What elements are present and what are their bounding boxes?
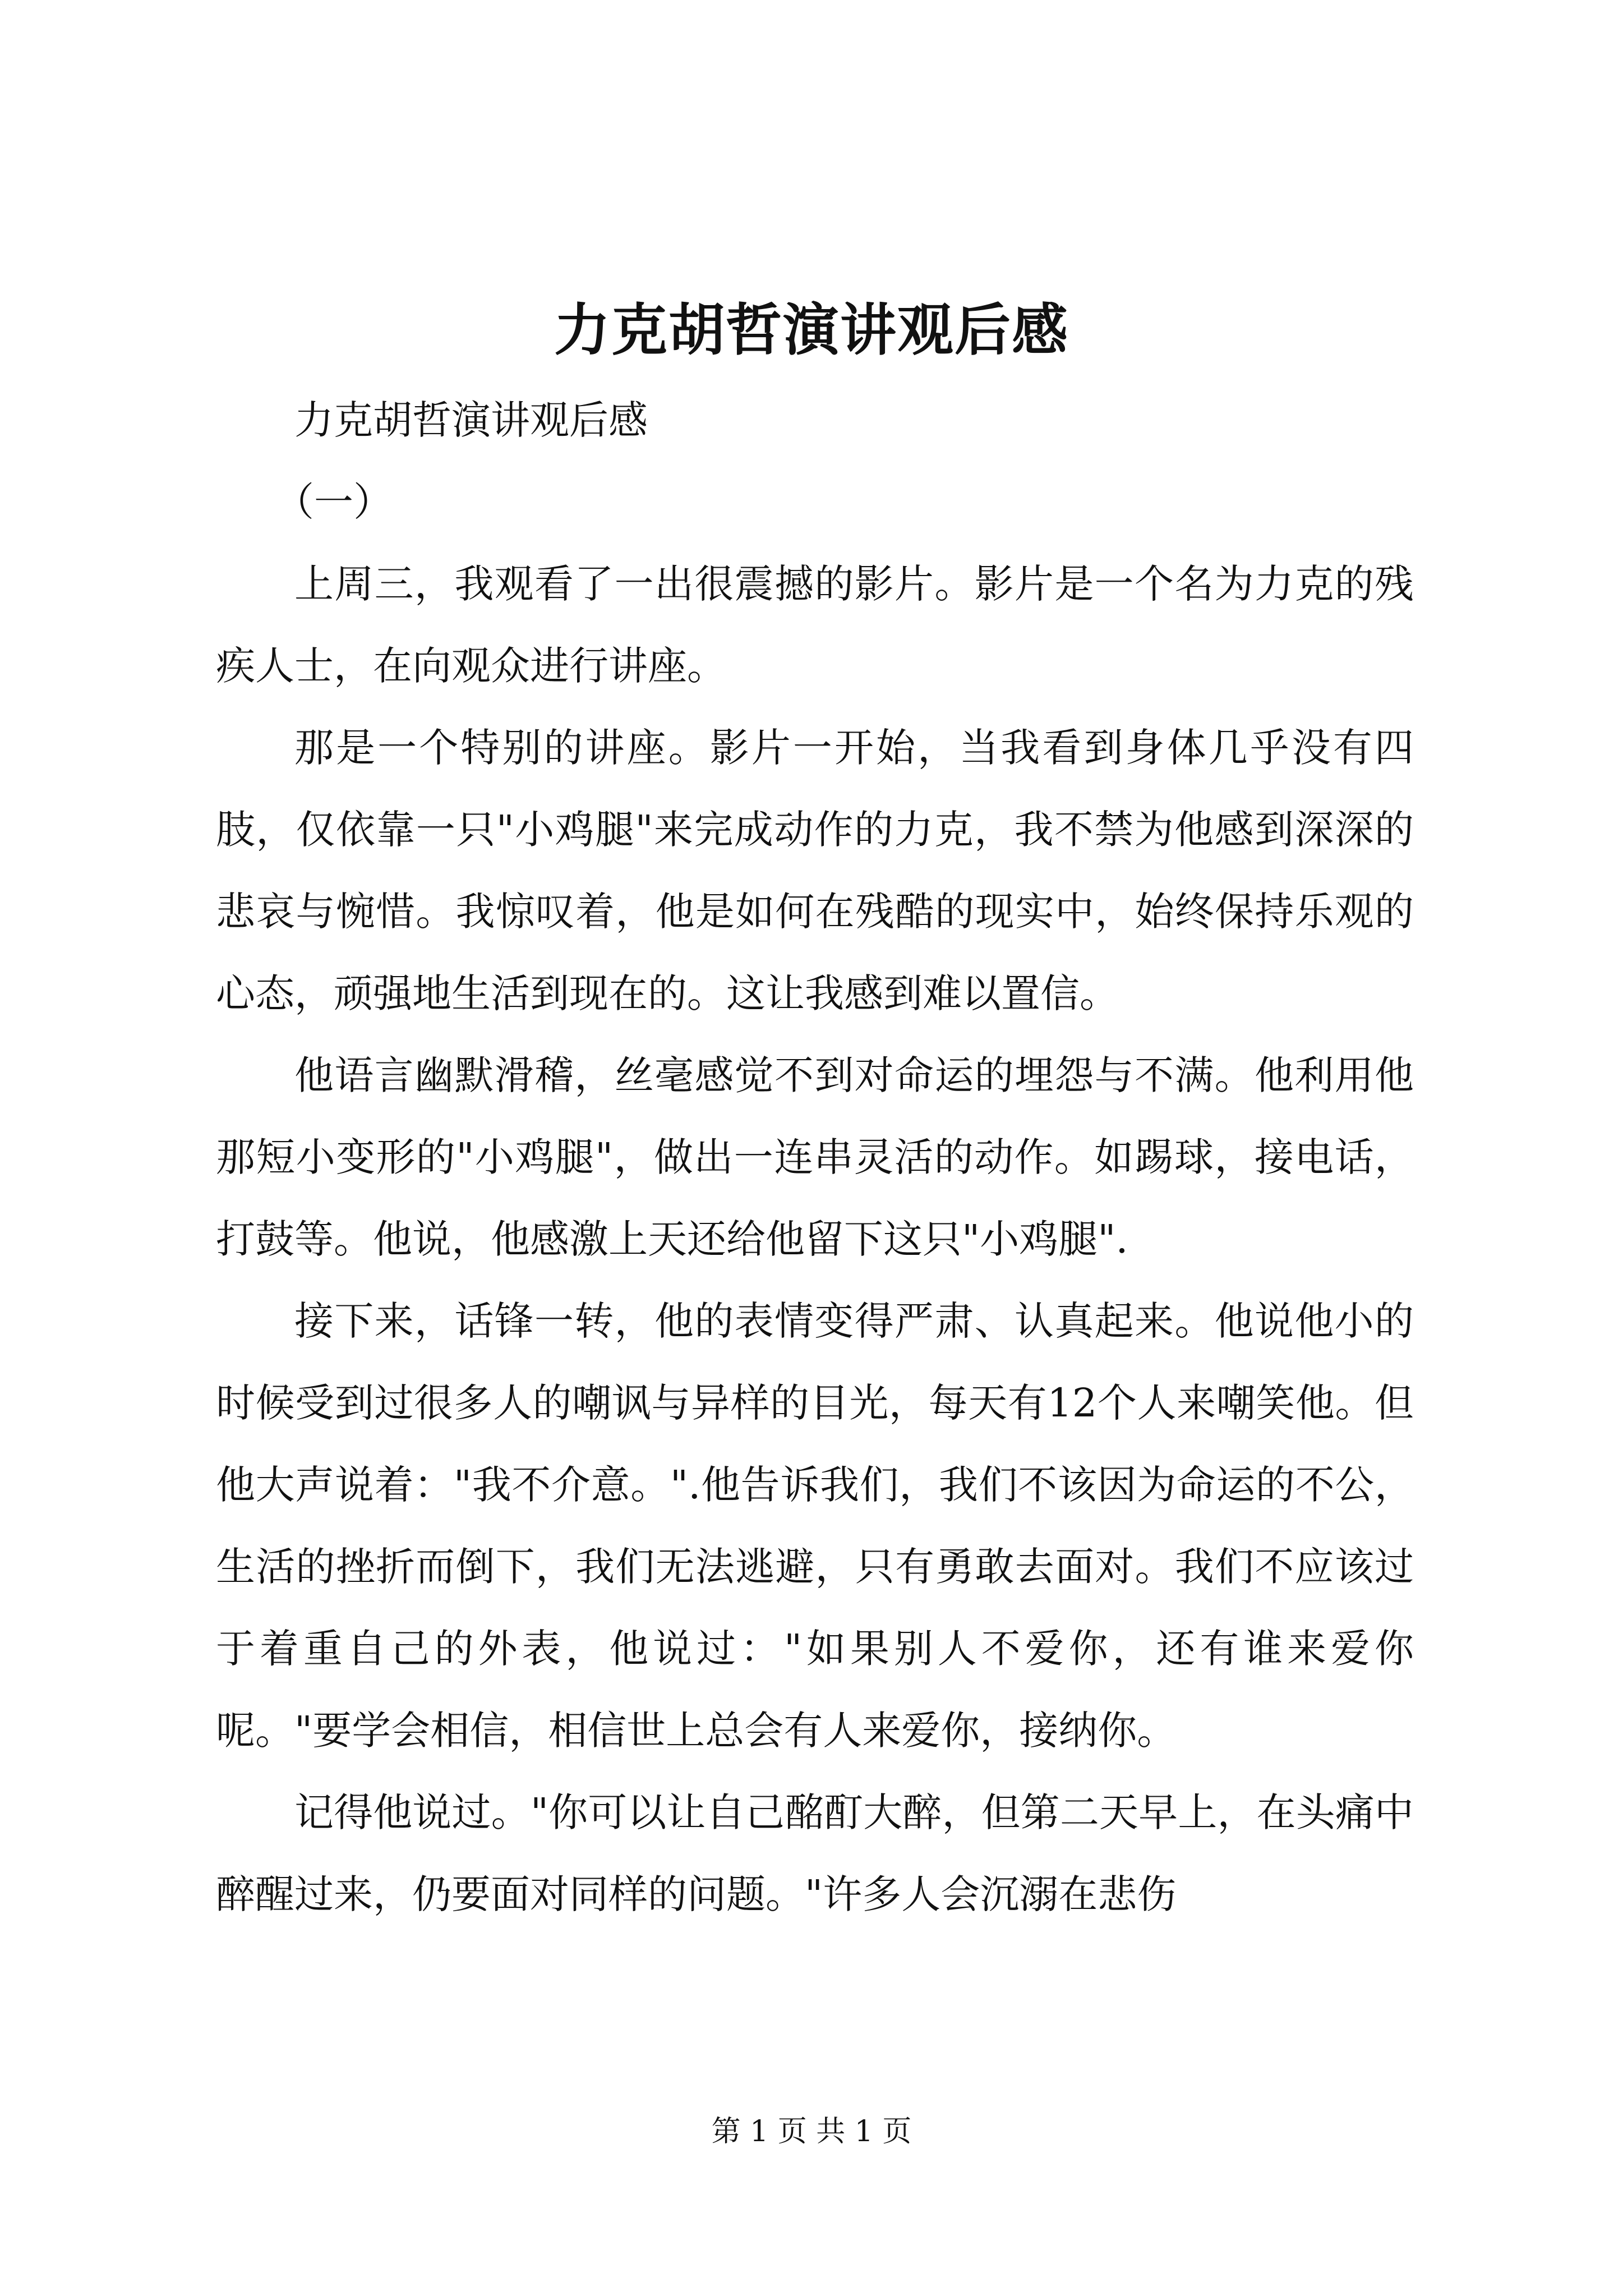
- document-body: [216, 379, 1414, 1935]
- paragraph: 他语言幽默滑稽，丝毫感觉不到对命运的埋怨与不满。他利用他那短小变形的"小鸡腿"，做出一连串灵活的动作。如踢球，接电话，打鼓等。他说，他感激上天还给他留下这只"小鸡腿".: [216, 1052, 1414, 1262]
- paragraph: 接下来，话锋一转，他的表情变得严肃、认真起来。他说他小的时候受到过很多人的嘲讽与异样的目光，每天有12个人来嘲笑他。但他大声说着："我不介意。".他告诉我们，我们不该因为命运的不公，生活的挫折而倒下，我们无法逃避，只有勇敢去面对。我们不应该过于着重自己的外表，他说过："如果别人不爱你，还有谁来爱你呢。"要学会相信，相信世上总会有人来爱你，接纳你。: [216, 1298, 1414, 1754]
- paragraph: 记得他说过。"你可以让自己酩酊大醉，但第二天早上，在头痛中醉醒过来，仍要面对同样的问题。"许多人会沉溺在悲伤: [216, 1789, 1414, 1917]
- paragraph: 上周三，我观看了一出很震撼的影片。影片是一个名为力克的残疾人士，在向观众进行讲座。: [216, 561, 1414, 689]
- document-title: 力克胡哲演讲观后感: [554, 297, 1069, 363]
- paragraph-section-number: （一）: [275, 479, 393, 525]
- paragraph-subtitle: 力克胡哲演讲观后感: [294, 397, 648, 443]
- page-footer: 第 1 页 共 1 页: [711, 2115, 912, 2148]
- paragraph: 那是一个特别的讲座。影片一开始，当我看到身体几乎没有四肢，仅依靠一只"小鸡腿"来完成动作的力克，我不禁为他感到深深的悲哀与惋惜。我惊叹着，他是如何在残酷的现实中，始终保持乐观的心态，顽强地生活到现在的。这让我感到难以置信。: [216, 725, 1414, 1016]
